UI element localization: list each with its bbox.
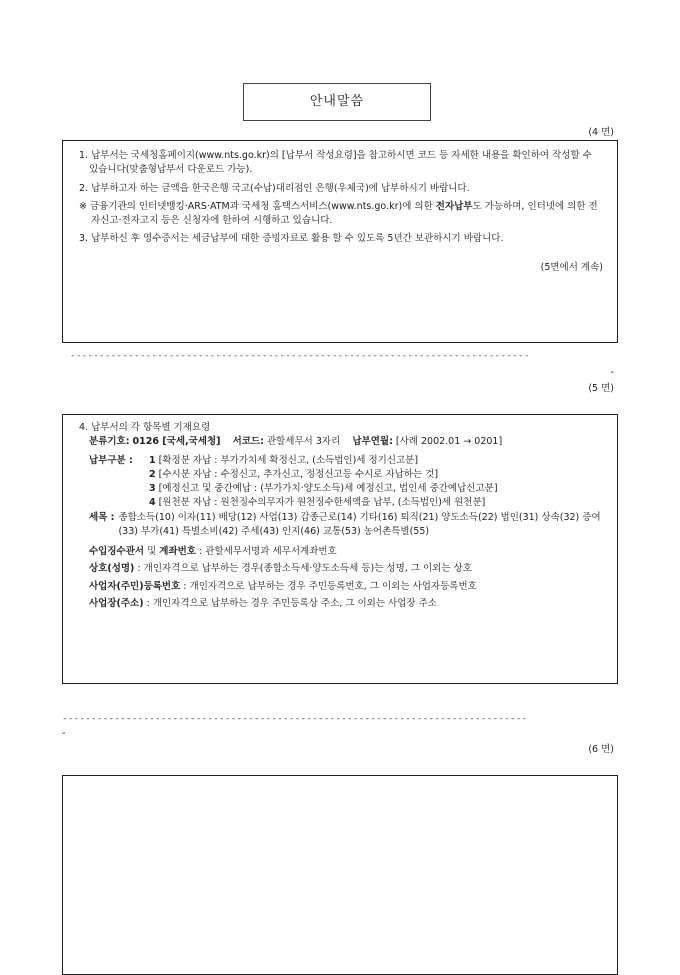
notice-note: ※ 금융기관의 인터넷뱅킹·ARS·ATM과 국세청 홈택스서비스(www.nts.go.kr)에 의한 전자납부도 가능하며, 인터넷에 의한 전자신고·전자고지 등은 신청자에 한하여 시행하고 있습니다.	[79, 200, 598, 226]
page-separator: --------------------------------------------------------------------------------	[62, 714, 528, 724]
instructions-box-page-5	[62, 414, 618, 684]
page-number-4: (4 면)	[588, 127, 614, 138]
continued-note: (5면에서 계속)	[540, 261, 603, 273]
payment-category-list: 납부구분 : 1 [확정분 자납 : 부가가치세 확정신고, (소득법인)세 정기신고분] 2 [수시분 자납 : 수정신고, 추가신고, 정정신고등 수시로 자납하는 것] 3 [예정신고 및 중간예납 : (부가가치·양도소득)세 예정신고, 법인세 중간예납신고분] 4 [원천분 자납 : 원천징수의무자가 원천징수한세액을 납부, (소득법인)세 원천분]	[89, 454, 498, 509]
page-separator-tail: -	[62, 728, 66, 739]
notice-item-3: 3. 납부하신 후 영수증서는 세금납부에 대한 증빙자료로 활용 할 수 있도록 5년간 보관하시기 바랍니다.	[79, 233, 504, 245]
notice-item-2: 2. 납부하고자 하는 금액을 한국은행 국고(수납)대리점인 은행(우체국)에 납부하시기 바랍니다.	[79, 182, 470, 194]
collector-row: 수입징수관서 및 계좌번호 : 관할세무서명과 세무서계좌번호	[89, 546, 337, 557]
notice-box-page-4	[62, 140, 618, 343]
page-number-6: (6 면)	[588, 744, 614, 755]
page-separator: -------------------------------------------------------------------------------	[70, 351, 530, 361]
notice-item-1: 1. 납부서는 국세청홈페이지(www.nts.go.kr)의 [납부서 작성요령]을 참고하시면 코드 등 자세한 내용을 확인하여 작성할 수 있습니다(맞춤형납부서 다운로드 가능).	[79, 150, 592, 176]
name-row: 상호(성명) : 개인자격으로 납부하는 경우(종합소득세·양도소득세 등)는 성명, 그 이외는 상호	[89, 563, 472, 575]
codes-row: 분류기호: 0126 [국세,국세청] 서코드: 관할세무서 3자리 납부연월: [사례 2002.01 → 0201]	[89, 436, 503, 448]
tax-item-list: 세목 : 종합소득(10) 이자(11) 배당(12) 사업(13) 갑종근로(14) 기타(16) 퇴직(21) 양도소득(22) 법인(31) 상속(32) 증여(33) 부가(41) 특별소비(42) 주세(43) 인지(46) 교통(53) 농어촌특별(55)	[89, 511, 601, 537]
page-title: 안내말씀	[243, 83, 431, 121]
page-number-5: (5 면)	[588, 383, 614, 394]
blank-box-page-6	[62, 775, 618, 975]
address-row: 사업장(주소) : 개인자격으로 납부하는 경우 주민등록상 주소, 그 이외는 사업장 주소	[89, 597, 437, 609]
instructions-heading: 4. 납부서의 각 항목별 기재요령	[79, 422, 211, 433]
page-separator-tail: -	[610, 367, 614, 378]
regno-row: 사업자(주민)등록번호 : 개인자격으로 납부하는 경우 주민등록번호, 그 이외는 사업자등록번호	[89, 580, 477, 592]
electronic-payment-term: 전자납부	[435, 200, 473, 212]
